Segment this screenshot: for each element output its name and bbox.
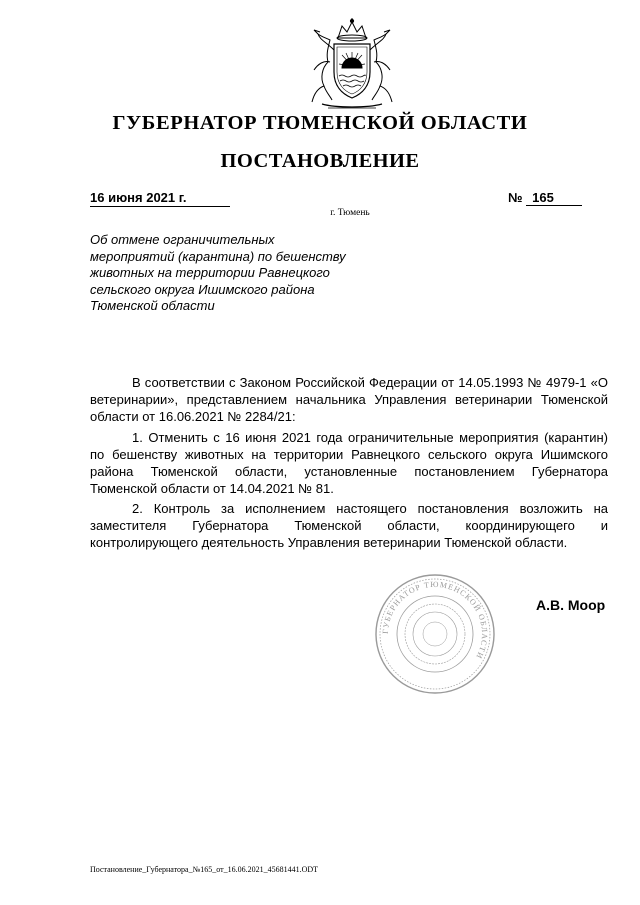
footer-filename: Постановление_Губернатора_№165_от_16.06.2021_45681441.ODT xyxy=(90,865,319,874)
clause-1-paragraph: 1. Отменить с 16 июня 2021 года ограничительные мероприятия (карантин) по бешенству животных на территории Равнецкого сельского округа Ишимского района Тюменской области, установленные постановлением Губернатора Тюменской области от 14.04.2021 № 81. xyxy=(90,430,608,496)
signer-name: А.В. Моор xyxy=(536,597,606,613)
document-subject: Об отмене ограничительных мероприятий (карантина) по бешенству животных на территории Равнецкого сельского округа Ишимского района Тюменской области xyxy=(90,232,346,313)
document-date: 16 июня 2021 г. xyxy=(90,190,230,207)
number-label: № xyxy=(508,190,523,205)
seal-text: ГУБЕРНАТОР ТЮМЕНСКОЙ ОБЛАСТИ xyxy=(380,579,490,661)
city-label: г. Тюмень xyxy=(330,208,370,218)
preamble-paragraph: В соответствии с Законом Российской Федерации от 14.05.1993 № 4979-1 «О ветеринарии», представлением начальника Управления ветеринарии Тюменской области от 16.06.2021 № 2284/21: xyxy=(90,375,608,424)
svg-text:ГУБЕРНАТОР ТЮМЕНСКОЙ ОБЛАСТИ xyxy=(381,580,489,661)
document-number: 165 xyxy=(526,190,582,206)
clause-2-paragraph: 2. Контроль за исполнением настоящего постановления возложить на заместителя Губернатора Тюменской области, координирующего и контролирующего деятельность Управления ветеринарии Тюменской области. xyxy=(90,501,608,550)
document-type-title: ПОСТАНОВЛЕНИЕ xyxy=(220,150,420,172)
coat-of-arms-icon xyxy=(300,18,404,112)
authority-title: ГУБЕРНАТОР ТЮМЕНСКОЙ ОБЛАСТИ xyxy=(112,112,528,134)
document-number-block xyxy=(508,190,582,206)
official-seal-icon xyxy=(374,573,496,695)
